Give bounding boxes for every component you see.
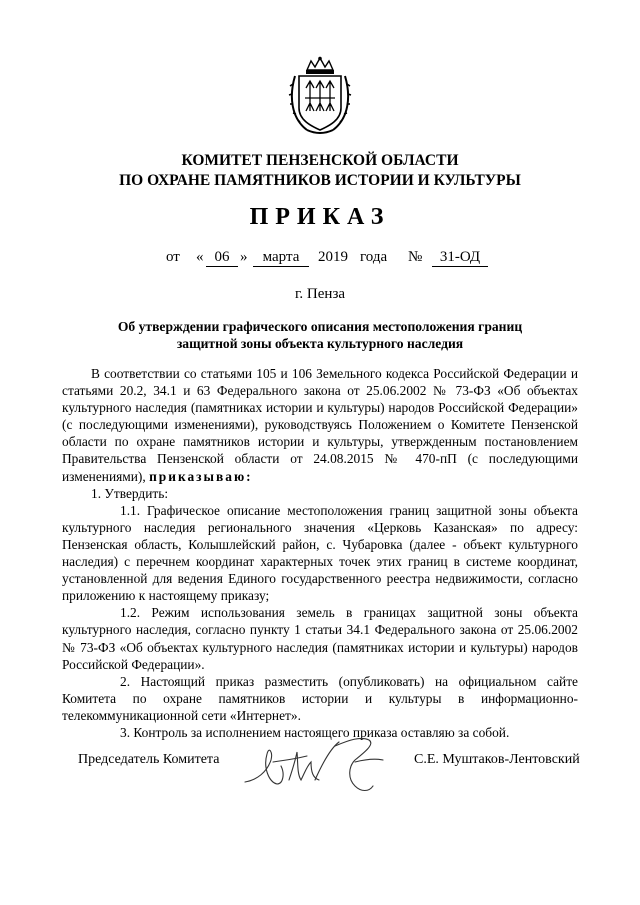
subject-line2: защитной зоны объекта культурного наследия bbox=[176, 336, 464, 351]
number-sign: № bbox=[408, 249, 423, 265]
item-3: 3. Контроль за исполнением настоящего приказа оставляю за собой. bbox=[120, 724, 510, 740]
date-year-label: года bbox=[360, 249, 388, 265]
date-number-line bbox=[0, 249, 640, 269]
date-open-quote: « bbox=[196, 249, 204, 265]
date-day: 06 bbox=[206, 249, 238, 267]
document-number: 31-ОД bbox=[432, 249, 488, 267]
document-subject bbox=[80, 318, 560, 352]
item-1: 1. Утвердить: bbox=[91, 485, 169, 501]
organization-name-line2: ПО ОХРАНЕ ПАМЯТНИКОВ ИСТОРИИ И КУЛЬТУРЫ bbox=[119, 172, 521, 189]
organization-name-line1: КОМИТЕТ ПЕНЗЕНСКОЙ ОБЛАСТИ bbox=[181, 152, 459, 169]
item-2: 2. Настоящий приказ разместить (опубликовать) на официальном сайте Комитета по охране памятников истории и культуры в информационно-телекоммуникационной сети «Интернет». bbox=[62, 673, 578, 723]
item-1-1: 1.1. Графическое описание местоположения границ защитной зоны объекта культурного наследия регионального значения «Церковь Казанская» по адресу: Пензенская область, Колышлейский район, с. Чубаровка (далее - объект культурного наследия) с перечнем координат характерных точек этих границ в системе координат, установленной для ведения Единого государственного реестра недвижимости, согласно приложению к настоящему приказу; bbox=[62, 502, 578, 604]
city-name: г. Пенза bbox=[294, 286, 346, 302]
date-year: 2019 bbox=[318, 249, 348, 265]
signatory-name: С.Е. Муштаков-Лентовский bbox=[414, 752, 580, 767]
preamble-text: В соответствии со статьями 105 и 106 Земельного кодекса Российской Федерации и статьями 20.2, 34.1 и 63 Федерального закона от 25.06.2002 № 73-ФЗ «Об объектах культурного наследия (памятниках истории и культуры) народов Российской Федерации» (с последующими изменениями), руководствуясь Положением о Комитете Пензенской области по охране памятников истории и культуры, утвержденным постановлением Правительства Пензенской области от 24.08.2015 № 470-пП (с последующими изменениями), bbox=[62, 366, 578, 484]
handwritten-signature-icon bbox=[237, 722, 407, 802]
document-title: ПРИКАЗ bbox=[249, 204, 391, 230]
date-from-label: от bbox=[166, 249, 180, 265]
signatory-position: Председатель Комитета bbox=[78, 752, 220, 767]
preamble-paragraph bbox=[62, 365, 578, 485]
coat-of-arms-icon bbox=[287, 56, 353, 136]
subject-line1: Об утверждении графического описания местоположения границ bbox=[117, 319, 523, 334]
document-body bbox=[62, 365, 578, 741]
item-1-2: 1.2. Режим использования земель в границах защитной зоны объекта культурного наследия, согласно пункту 1 статьи 34.1 Федерального закона от 25.06.2002 № 73-ФЗ «Об объектах культурного наследия (памятниках истории и культуры) народов Российской Федерации». bbox=[62, 605, 578, 672]
order-word: приказываю: bbox=[149, 468, 253, 484]
date-month: марта bbox=[253, 249, 309, 267]
date-close-quote: » bbox=[240, 249, 248, 265]
